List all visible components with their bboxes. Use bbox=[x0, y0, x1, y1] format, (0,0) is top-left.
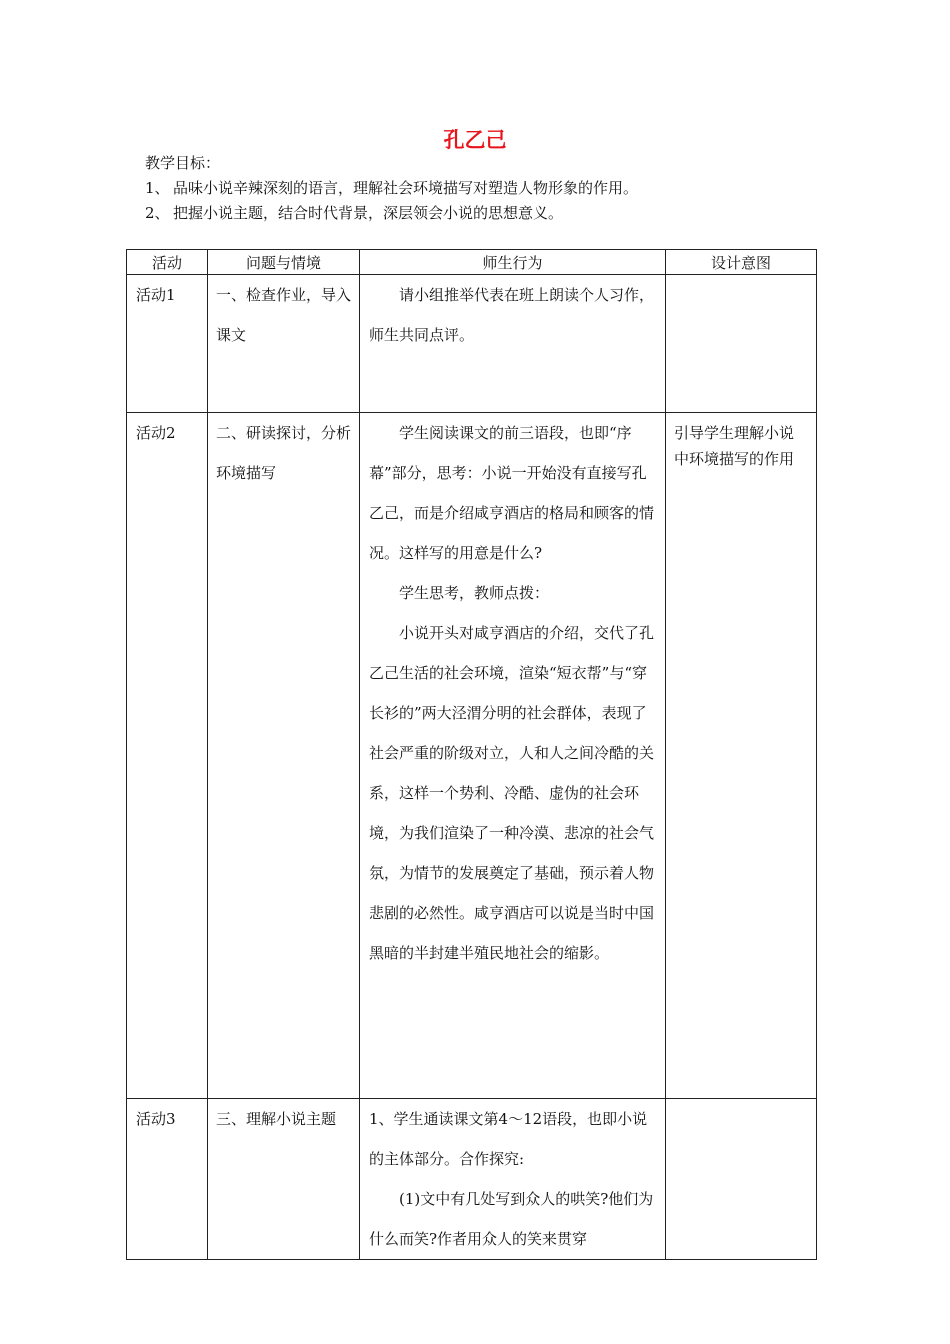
question-text: 三、理解小说主题 bbox=[216, 1110, 337, 1128]
header-design: 设计意图 bbox=[666, 250, 817, 275]
lesson-plan-table bbox=[126, 249, 817, 1260]
activity-cell bbox=[127, 1099, 208, 1260]
behavior-paragraph: 小说开头对咸亨酒店的介绍，交代了孔乙己生活的社会环境，渲染“短衣帮”与“穿长衫的”两大泾渭分明的社会群体，表现了社会严重的阶级对立，人和人之间冷酷的关系，这样一个势利、冷酷、虚伪的社会环境，为我们渲染了一种冷漠、悲凉的社会气氛，为情节的发展奠定了基础，预示着人物悲剧的必然性。咸亨酒店可以说是当时中国黑暗的半封建半殖民地社会的缩影。 bbox=[369, 624, 655, 962]
question-cell bbox=[208, 1099, 360, 1260]
design-cell bbox=[666, 275, 817, 413]
activity-label: 活动2 bbox=[136, 424, 176, 442]
objective-number: 2、 bbox=[145, 204, 170, 222]
header-activity: 活动 bbox=[127, 250, 208, 275]
objective-text: 品味小说辛辣深刻的语言，理解社会环境描写对塑造人物形象的作用。 bbox=[173, 179, 639, 197]
header-question: 问题与情境 bbox=[208, 250, 360, 275]
header-behavior: 师生行为 bbox=[360, 250, 666, 275]
activity-cell bbox=[127, 275, 208, 413]
activity-label: 活动3 bbox=[136, 1110, 176, 1128]
behavior-paragraph: 1、学生通读课文第4～12语段，也即小说的主体部分。合作探究: bbox=[369, 1110, 648, 1168]
behavior-cell bbox=[360, 275, 666, 413]
objective-item bbox=[145, 202, 563, 223]
activity-label: 活动1 bbox=[136, 286, 176, 304]
design-text: 引导学生理解小说中环境描写的作用 bbox=[674, 424, 795, 468]
table-row bbox=[127, 413, 817, 1099]
question-cell bbox=[208, 413, 360, 1099]
design-cell bbox=[666, 413, 817, 1099]
table-row bbox=[127, 1099, 817, 1260]
activity-cell bbox=[127, 413, 208, 1099]
behavior-paragraph: 请小组推举代表在班上朗读个人习作，师生共同点评。 bbox=[369, 286, 655, 344]
question-cell bbox=[208, 275, 360, 413]
objective-number: 1、 bbox=[145, 179, 170, 197]
behavior-cell bbox=[360, 1099, 666, 1260]
behavior-cell bbox=[360, 413, 666, 1099]
objective-item bbox=[145, 177, 638, 198]
document-title: 孔乙己 bbox=[443, 128, 507, 152]
question-text: 二、研读探讨，分析环境描写 bbox=[216, 424, 352, 482]
question-text: 一、检查作业，导入课文 bbox=[216, 286, 352, 344]
behavior-paragraph: 学生思考，教师点拨： bbox=[399, 584, 550, 602]
behavior-paragraph: 学生阅读课文的前三语段，也即“序幕”部分，思考：小说一开始没有直接写孔乙己，而是介绍咸亨酒店的格局和顾客的情况。这样写的用意是什么? bbox=[369, 424, 655, 562]
table-row bbox=[127, 275, 817, 413]
objective-text: 把握小说主题，结合时代背景，深层领会小说的思想意义。 bbox=[173, 204, 564, 222]
behavior-paragraph: (1)文中有几处写到众人的哄笑?他们为什么而笑?作者用众人的笑来贯穿 bbox=[369, 1190, 654, 1248]
table-header-row bbox=[127, 250, 817, 275]
objectives-heading: 教学目标： bbox=[145, 154, 221, 172]
design-cell bbox=[666, 1099, 817, 1260]
